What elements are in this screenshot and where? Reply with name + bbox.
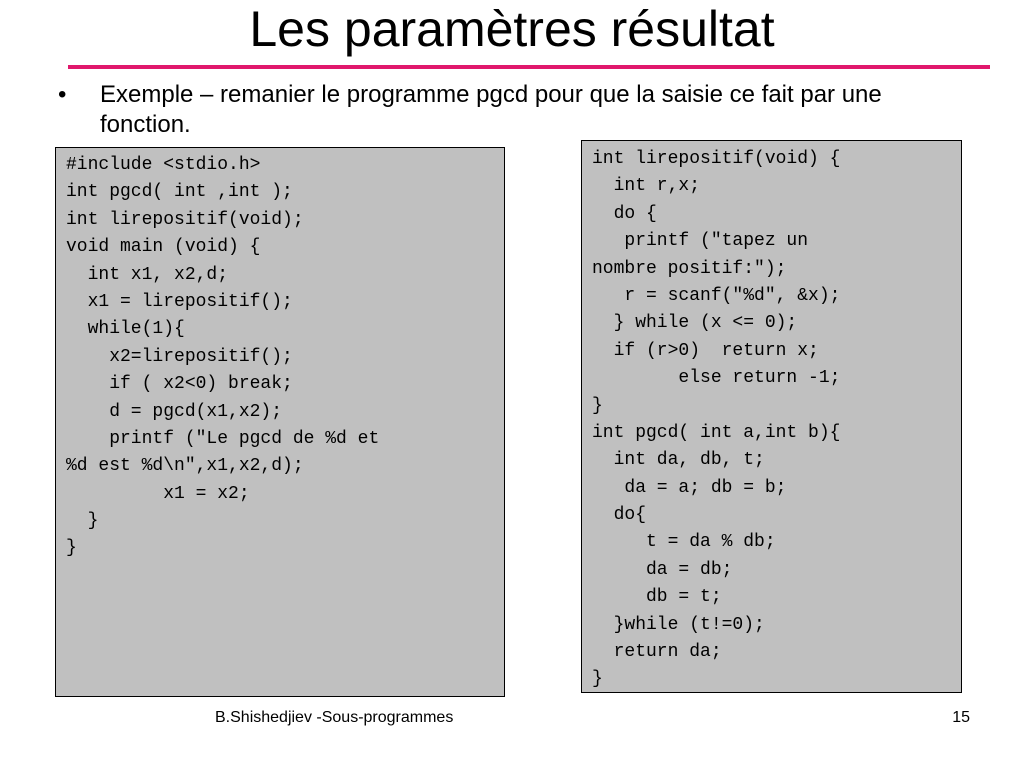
code-line: da = db; (592, 559, 733, 580)
code-block-main (55, 147, 505, 697)
code-line: nombre positif:"); (592, 258, 787, 279)
page-number: 15 (952, 709, 970, 726)
code-line: } (592, 395, 603, 416)
code-line: int pgcd( int a,int b){ (592, 422, 841, 443)
code-line: } (592, 669, 603, 690)
code-line: int lirepositif(void) { (592, 149, 841, 169)
code-line: int x1, x2,d; (66, 264, 229, 285)
bullet-text: Exemple – remanier le programme pgcd pour que la saisie ce fait par une fonction. (100, 81, 882, 138)
code-line: else return -1; (592, 368, 841, 389)
code-line: while(1){ (66, 319, 185, 340)
slide-title: Les paramètres résultat (249, 1, 775, 57)
title-underline (68, 65, 990, 69)
code-line: r = scanf("%d", &x); (592, 285, 841, 306)
code-line: d = pgcd(x1,x2); (66, 401, 283, 422)
code-line: %d est %d\n",x1,x2,d); (66, 456, 304, 477)
code-line: } while (x <= 0); (592, 313, 798, 334)
code-line: }while (t!=0); (592, 614, 765, 635)
code-line: x2=lirepositif(); (66, 346, 293, 367)
code-line: int lirepositif(void); (66, 209, 304, 230)
code-line: void main (void) { (66, 237, 261, 258)
code-block-functions (581, 140, 962, 693)
code-line: int pgcd( int ,int ); (66, 182, 293, 203)
code-line: return da; (592, 642, 722, 663)
code-line: int da, db, t; (592, 450, 765, 471)
code-line: #include <stdio.h> (66, 155, 261, 175)
code-line: if ( x2<0) break; (66, 374, 293, 395)
code-line: do { (592, 203, 657, 224)
code-line: int r,x; (592, 176, 701, 197)
code-line: if (r>0) return x; (592, 340, 819, 361)
code-line: db = t; (592, 587, 722, 608)
code-line: x1 = x2; (66, 483, 250, 504)
code-line: do{ (592, 505, 647, 526)
code-line: x1 = lirepositif(); (66, 291, 293, 312)
code-line: da = a; db = b; (592, 477, 787, 498)
code-line: } (66, 538, 77, 559)
code-line: printf ("tapez un (592, 231, 809, 252)
footer-author: B.Shishedjiev -Sous-programmes (215, 709, 454, 726)
bullet-icon: • (58, 81, 67, 108)
code-line: t = da % db; (592, 532, 776, 553)
code-line: printf ("Le pgcd de %d et (66, 428, 380, 449)
code-line: } (66, 511, 99, 532)
